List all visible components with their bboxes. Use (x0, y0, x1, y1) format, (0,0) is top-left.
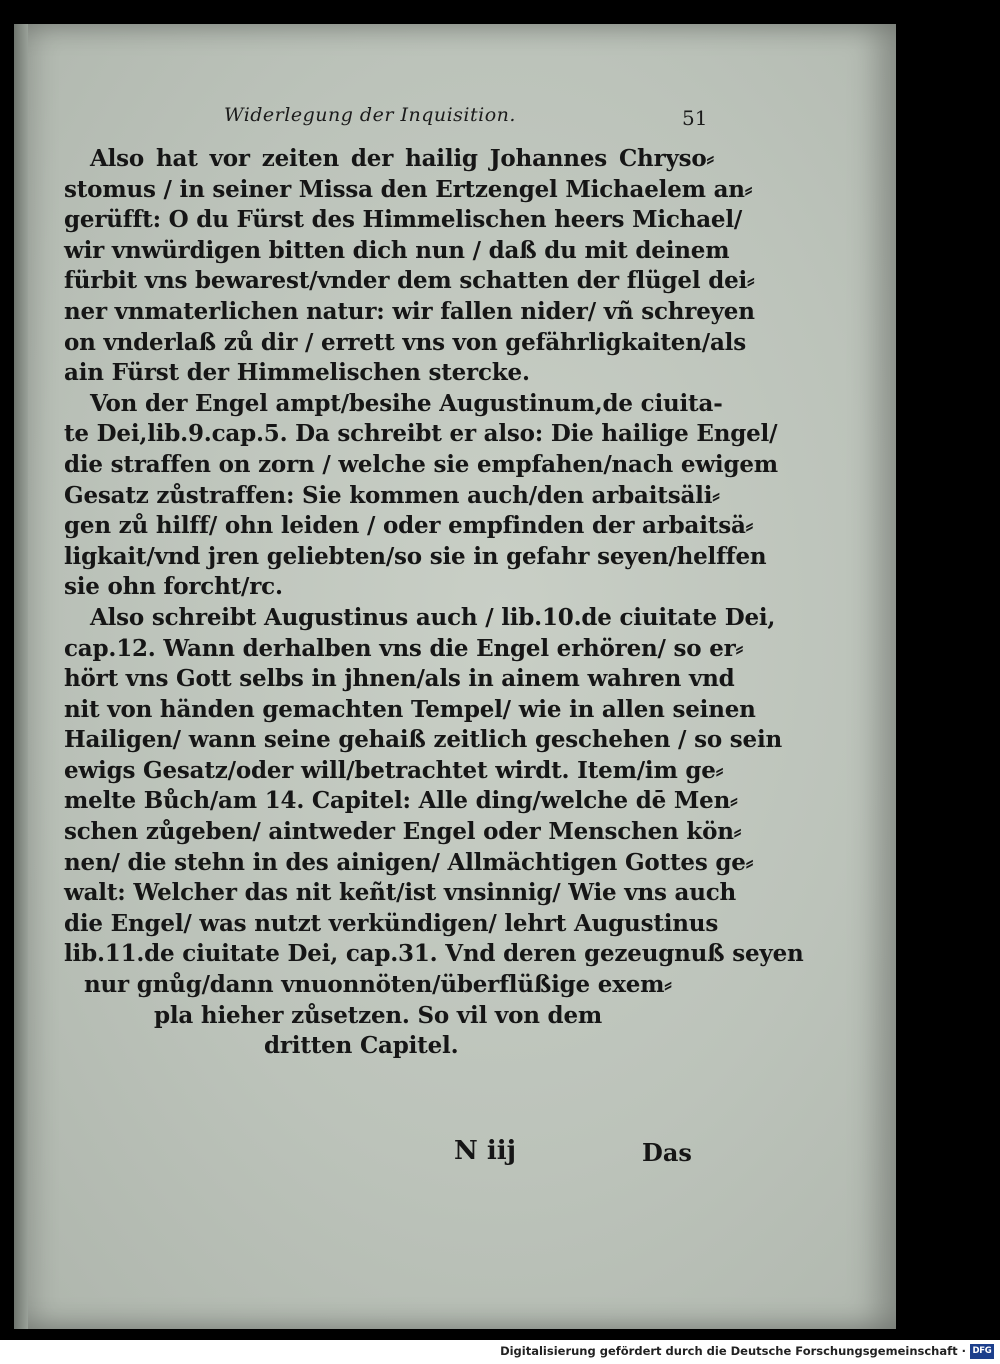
text-line: hört vns Gott selbs in jhnen/als in ainem wahren vnd (64, 665, 735, 693)
text-line: Gesatz zůstraffen: Sie kommen auch/den arbaitsäli⸗ (64, 481, 720, 509)
text-line: Also hat vor zeiten der hailig Johannes Chryso⸗ (90, 145, 714, 172)
text-line: gen zů hilff/ ohn leiden / oder empfinden der arbaitsä⸗ (64, 512, 754, 540)
text-line: die straffen on zorn / welche sie empfahen/nach ewigem (64, 450, 778, 478)
page-number: 51 (682, 106, 708, 130)
text-line: nit von händen gemachten Tempel/ wie in allen seinen (64, 695, 756, 723)
text-line: stomus / in seiner Missa den Ertzengel Michaelem an⸗ (64, 175, 753, 203)
text-line: lib.11.de ciuitate Dei, cap.31. Vnd deren gezeugnuß seyen (64, 940, 804, 968)
text-line: on vnderlaß zů dir / errett vns von gefährligkaiten/als (64, 328, 746, 356)
text-line: cap.12. Wann derhalben vns die Engel erhören/ so er⸗ (64, 634, 744, 662)
text-line: gerüfft: O du Fürst des Himmelischen heers Michael/ (64, 206, 743, 234)
text-line: ewigs Gesatz/oder will/betrachtet wirdt. Item/im ge⸗ (64, 756, 724, 784)
body-text (64, 144, 804, 1062)
catchword: Das (642, 1138, 692, 1167)
text-line: die Engel/ was nutzt verkündigen/ lehrt Augustinus (64, 909, 719, 937)
text-line: fürbit vns bewarest/vnder dem schatten der flügel dei⸗ (64, 267, 755, 295)
text-line: melte Bůch/am 14. Capitel: Alle ding/welche dē Men⸗ (64, 787, 738, 815)
funding-credit: Digitalisierung gefördert durch die Deutsche Forschungsgemeinschaft · (500, 1344, 966, 1358)
page-gutter (14, 24, 28, 1329)
text-line: te Dei,lib.9.cap.5. Da schreibt er also: Die hailige Engel/ (64, 420, 778, 448)
text-line: nur gnůg/dann vnuonnöten/überflüßige exem⸗ (84, 971, 672, 999)
footer-bar (0, 1340, 1000, 1364)
running-head: Widerlegung der Inquisition. (224, 104, 516, 126)
text-line: ain Fürst der Himmelischen stercke. (64, 359, 530, 387)
text-line: dritten Capitel. (264, 1032, 459, 1060)
text-line: schen zůgeben/ aintweder Engel oder Menschen kön⸗ (64, 818, 742, 846)
text-line: walt: Welcher das nit keñt/ist vnsinnig/ Wie vns auch (64, 879, 737, 907)
text-line: Hailigen/ wann seine gehaiß zeitlich geschehen / so sein (64, 726, 783, 754)
text-line: sie ohn forcht/rc. (64, 573, 283, 601)
text-line: ner vnmaterlichen natur: wir fallen nider/ vñ schreyen (64, 297, 755, 325)
text-line: Von der Engel ampt/besihe Augustinum,de ciuita- (90, 389, 723, 417)
book-page (14, 24, 896, 1329)
text-line: nen/ die stehn in des ainigen/ Allmächtigen Gottes ge⸗ (64, 848, 754, 876)
text-line: wir vnwürdigen bitten dich nun / daß du mit deinem (64, 236, 730, 264)
dfg-logo: DFG (970, 1344, 994, 1359)
text-line: pla hieher zůsetzen. So vil von dem (154, 1001, 603, 1029)
text-line: Also schreibt Augustinus auch / lib.10.de ciuitate Dei, (90, 603, 776, 631)
signature-mark: N iij (454, 1136, 516, 1166)
text-line: ligkait/vnd jren geliebten/so sie in gefahr seyen/helffen (64, 542, 767, 570)
